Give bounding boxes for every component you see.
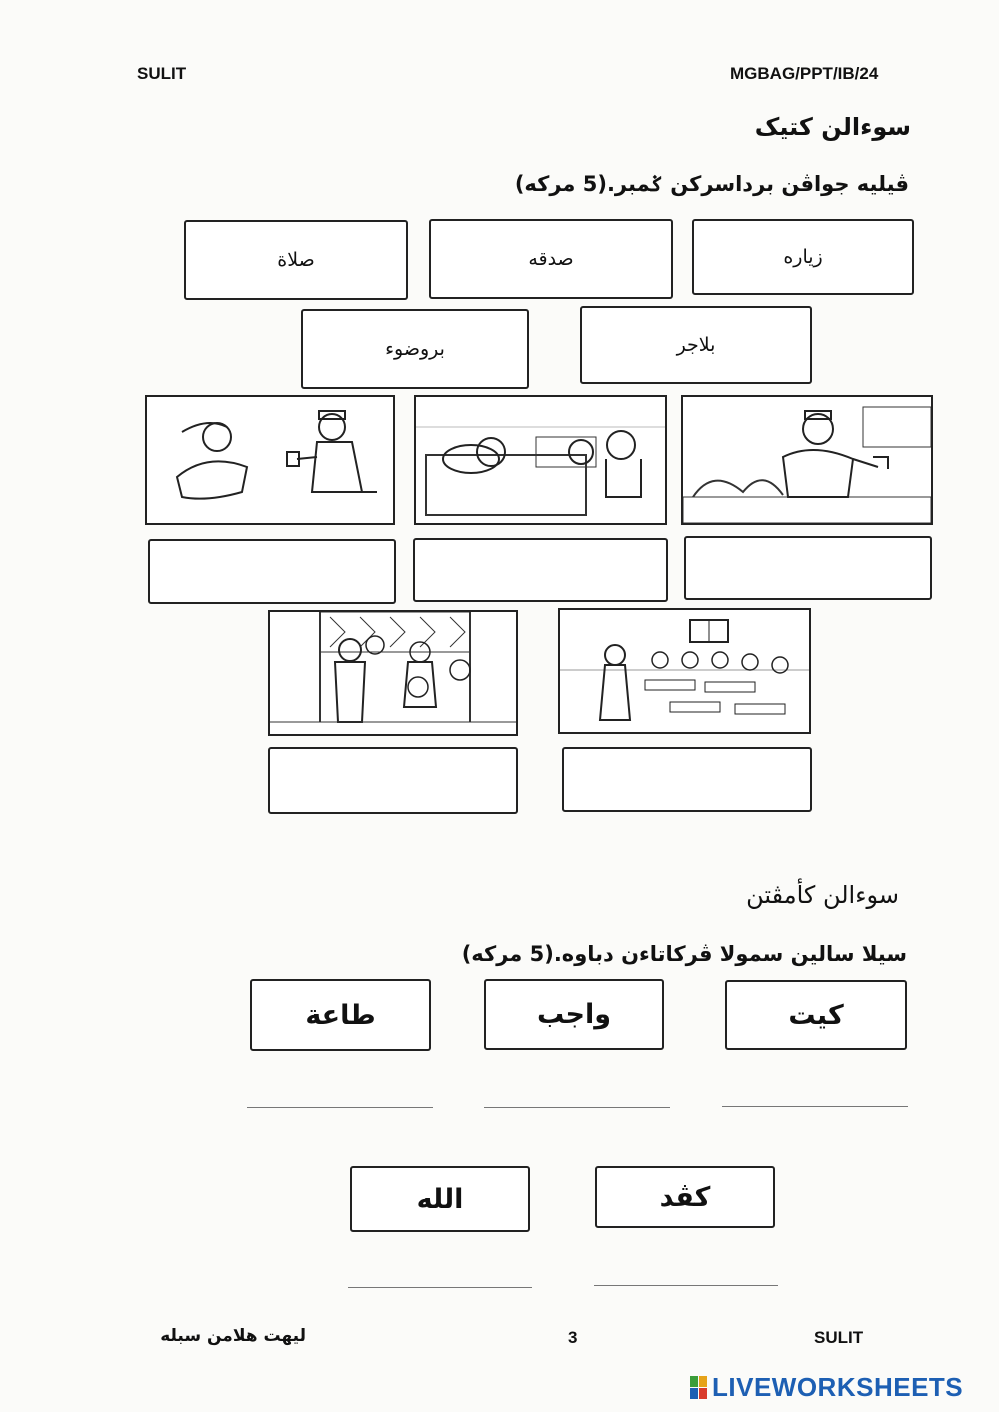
- section1-title: سوءالن کتيک: [754, 113, 911, 141]
- writing-line-4[interactable]: [594, 1285, 778, 1286]
- liveworksheets-icon: [690, 1376, 708, 1400]
- header-left: SULIT: [137, 64, 187, 83]
- section1-instruction: ڤيليه جواڤن برداسرکن ݢمبر.(5 مرکه): [514, 172, 909, 196]
- writing-line-3[interactable]: [247, 1107, 433, 1108]
- copy-word-box-allah: [350, 1166, 530, 1232]
- word-box-belajar[interactable]: [580, 306, 812, 384]
- word-box-ziarah[interactable]: [692, 219, 914, 295]
- picture-giving-charity: [145, 395, 395, 525]
- liveworksheets-logo: [690, 1372, 963, 1403]
- copy-word: کيت: [788, 999, 844, 1031]
- picture-boy-washing: [681, 395, 933, 525]
- picture-visiting-sick: [414, 395, 667, 525]
- word-label: بروضوء: [385, 338, 445, 360]
- brand-name: LIVEWORKSHEETS: [712, 1372, 964, 1402]
- word-box-berwuduk[interactable]: [301, 309, 529, 389]
- copy-word-box-taat: [250, 979, 431, 1051]
- writing-line-1[interactable]: [722, 1106, 908, 1107]
- word-label: زياره: [783, 246, 823, 268]
- visiting-sick-icon: [416, 397, 665, 523]
- footer-sulit: SULIT: [814, 1328, 864, 1347]
- answer-box-2[interactable]: [413, 538, 668, 602]
- footer-next-page-note: ليهت هلامن سبله: [160, 1326, 306, 1346]
- answer-box-4[interactable]: [562, 747, 812, 812]
- writing-line-5[interactable]: [348, 1287, 532, 1288]
- word-label: بلاجر: [676, 334, 716, 356]
- picture-mosque-prayer: [268, 610, 518, 736]
- copy-word-box-wajib: [484, 979, 664, 1050]
- answer-box-1[interactable]: [684, 536, 932, 600]
- word-box-sadaqah[interactable]: [429, 219, 673, 299]
- copy-word-box-kepada: [595, 1166, 775, 1228]
- word-label: صدقه: [528, 248, 574, 270]
- word-box-solat[interactable]: [184, 220, 408, 300]
- copy-word-box-kita: [725, 980, 907, 1050]
- copy-word: طاعة: [305, 999, 376, 1031]
- giving-charity-icon: [147, 397, 393, 523]
- copy-word: کڤد: [659, 1181, 711, 1213]
- header-code: MGBAG/PPT/IB/24: [730, 64, 879, 83]
- section2-instruction: سيلا سالين سمولا ڤرکاتاءن دباوه.(5 مرکه): [461, 942, 907, 966]
- boy-washing-icon: [683, 397, 931, 523]
- answer-box-5[interactable]: [268, 747, 518, 814]
- copy-word: واجب: [536, 999, 612, 1030]
- copy-word: الله: [416, 1183, 464, 1215]
- section2-title: سوءالن کأمڤتن: [746, 881, 899, 909]
- writing-line-2[interactable]: [484, 1107, 670, 1108]
- word-label: صلاة: [277, 249, 315, 271]
- page-number: 3: [568, 1328, 578, 1347]
- mosque-prayer-icon: [270, 612, 516, 734]
- answer-box-3[interactable]: [148, 539, 396, 604]
- classroom-icon: [560, 610, 809, 732]
- picture-classroom: [558, 608, 811, 734]
